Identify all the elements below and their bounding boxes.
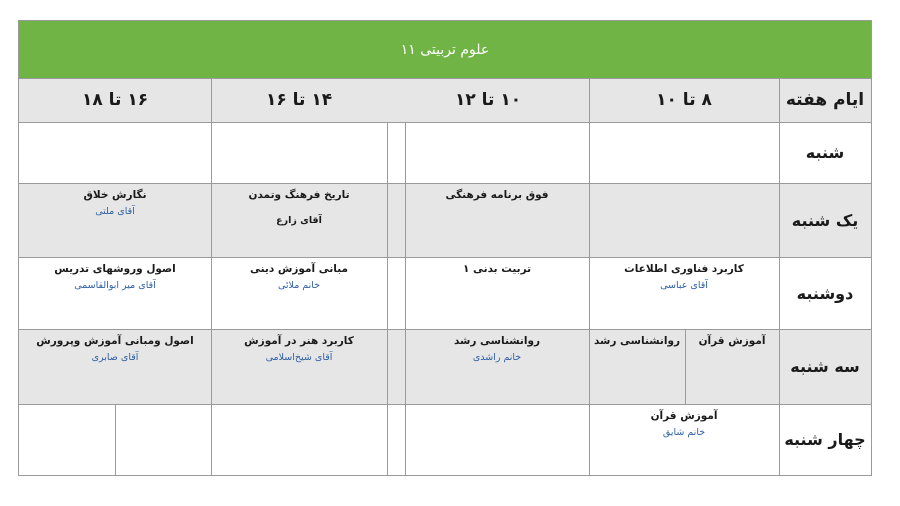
cell-sun-16-18: [19, 183, 211, 257]
teacher-name: آقای صابری: [91, 352, 139, 363]
header-slot-14-16: ۱۴ تا ۱۶: [265, 90, 333, 110]
header-days-label: ایام هفته: [785, 90, 865, 110]
cell-tue-14-16: [211, 329, 387, 404]
course-name: تاریخ فرهنگ وتمدن: [248, 189, 350, 201]
header-slot-8-10: ۸ تا ۱۰: [656, 90, 712, 110]
day-tuesday: سه شنبه: [790, 357, 860, 376]
cell-sun-10-12: [405, 183, 589, 257]
cell-tue-8-10-a: [685, 329, 779, 404]
header-slot-10-12: ۱۰ تا ۱۲: [454, 90, 522, 110]
cell-mon-16-18: [19, 257, 211, 329]
cell-mon-14-16: [211, 257, 387, 329]
cell-tue-10-12: [405, 329, 589, 404]
course-name: آموزش قرآن: [650, 410, 718, 422]
course-name: نگارش خلاق: [83, 189, 147, 201]
teacher-name: آقای عباسی: [660, 280, 708, 291]
course-name: فوق برنامه فرهنگی: [445, 189, 549, 201]
course-name: اصول ومبانی آموزش وپرورش: [36, 335, 194, 347]
teacher-name: خانم شایق: [662, 427, 706, 438]
cell-mon-10-12: [405, 257, 589, 329]
header-slot-16-18: ۱۶ تا ۱۸: [81, 90, 149, 110]
course-name: کاربرد هنر در آموزش: [244, 335, 354, 347]
course-name: آموزش قرآن: [698, 335, 766, 347]
course-name: اصول وروشهای تدریس: [54, 263, 176, 275]
day-saturday: شنبه: [805, 143, 845, 162]
schedule-table: [18, 20, 872, 476]
course-name: روانشناسی رشد: [593, 335, 681, 347]
cell-sun-14-16: [211, 183, 387, 257]
day-monday: دوشنبه: [796, 283, 854, 303]
cell-tue-8-10-b: [589, 329, 685, 404]
cell-mon-8-10: [589, 257, 779, 329]
schedule-title-text: علوم تربیتی ۱۱: [400, 41, 490, 58]
cell-tue-16-18: [19, 329, 211, 404]
day-wednesday: چهار شنبه: [784, 430, 866, 449]
teacher-name: آقای زارع: [276, 215, 322, 226]
teacher-name: آقای شیخ‌اسلامی: [265, 352, 333, 363]
course-name: کاربرد فناوری اطلاعات: [624, 263, 744, 275]
teacher-name: آقای ملتی: [95, 206, 135, 217]
cell-wed-8-10: [589, 404, 779, 475]
teacher-name: خانم ملائی: [277, 280, 321, 291]
teacher-name: خانم راشدی: [472, 352, 522, 363]
course-name: مبانی آموزش دینی: [249, 263, 349, 275]
schedule-title: [19, 21, 871, 78]
day-sunday: یک شنبه: [791, 210, 859, 230]
course-name: روانشناسی رشد: [453, 335, 541, 347]
teacher-name: آقای میر ابوالقاسمی: [74, 280, 156, 291]
course-name: تربیت بدنی ۱: [462, 263, 532, 275]
